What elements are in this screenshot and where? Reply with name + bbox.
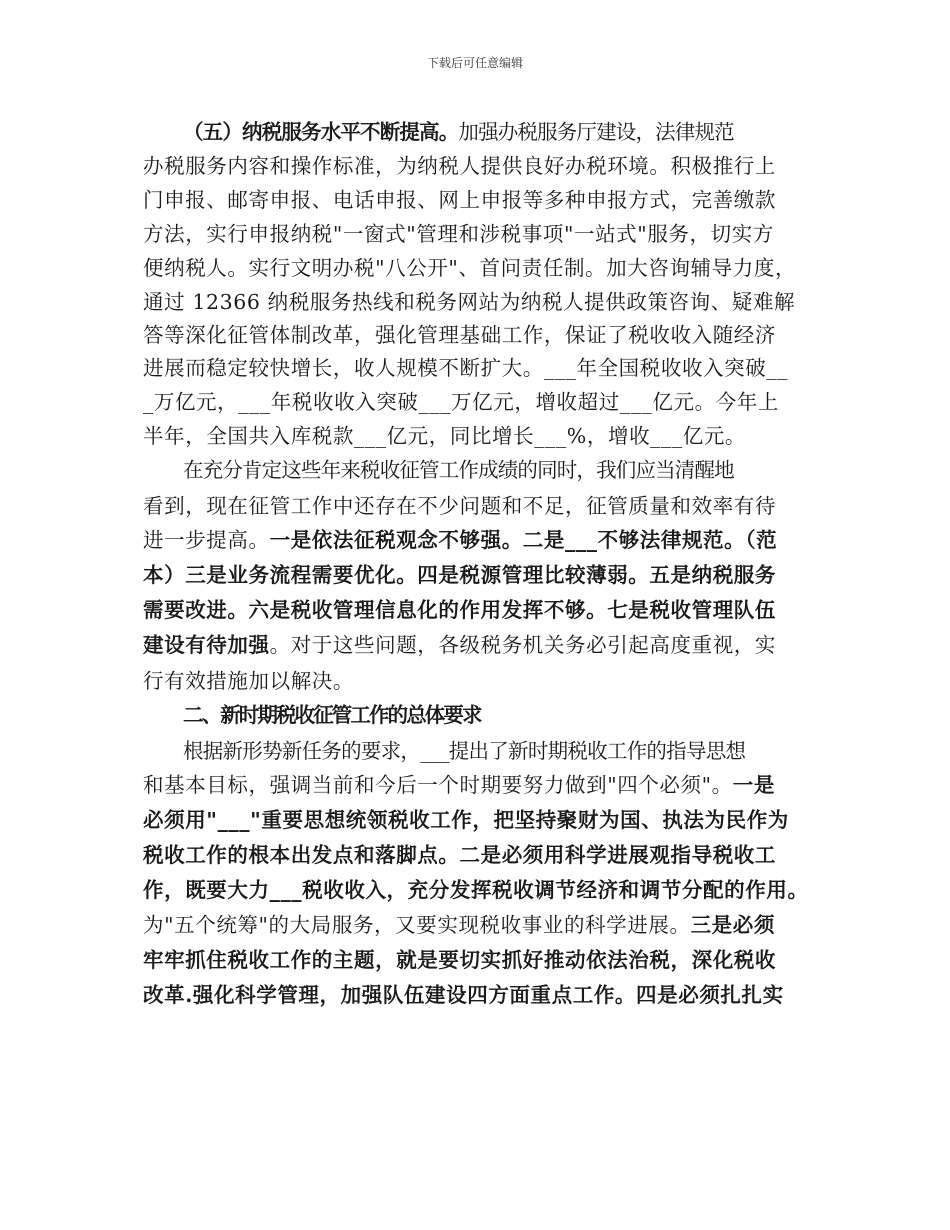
text-line [143,908,823,942]
text-line [143,149,823,183]
text-line [183,734,863,768]
bold-text: 税收工作的根本出发点和落脚点。 [143,843,460,867]
text-segment: 答等深化征管体制改革，强化管理基础工作，保证了税收收入随经济 [143,323,776,347]
text-segment: 方法，实行申报纳税"一窗式"管理和涉税事项"一站式"服务，切实方 [143,222,774,246]
text-segment: 为"五个统筹"的大局服务，又要实现税收事业的科学进展。 [143,913,691,937]
text-segment: 门申报、邮寄申报、电话申报、网上申报等多种申报方式，完善缴款 [143,188,776,212]
bold-text: 牢牢抓住税收工作的主题，就是要切实抓好推动依法治税，深化税收 [143,948,776,972]
text-line [143,978,823,1012]
bold-text: 三是必须 [690,913,775,937]
bold-text: 一是 [732,773,775,797]
bold-text: 作，既要大力___税收收入，充分发挥税收调节经济和调节分配的作用。 [143,878,809,902]
text-segment: 根据新形势新任务的要求，___提出了新时期税收工作的指导思想 [183,739,746,763]
text-segment: 行有效措施加以解决。 [143,669,354,693]
text-line [143,318,823,352]
text-line [143,351,823,385]
text-line [143,943,823,977]
bold-text: 改革.强化科学管理，加强队伍建设四方面重点工作。四是必须扎扎实 [143,983,784,1007]
text-line [143,664,823,698]
text-segment: 进一步提高。 [143,528,270,552]
text-line [143,768,823,802]
text-line [143,873,823,907]
text-line [143,419,823,453]
bold-text: 一是依法征税观念不够强。二是___不够法律规范。（范 [269,528,778,552]
bold-text: （五）纳税服务水平不断提高。 [183,120,459,144]
text-line [183,115,863,149]
text-line [143,803,823,837]
text-segment: 通过 12366 纳税服务热线和税务网站为纳税人提供政策咨询、疑难解 [143,290,796,314]
text-line [143,558,823,592]
text-segment: 看到，现在征管工作中还存在不少问题和不足，征管质量和效率有待 [143,494,776,518]
page-header: 下载后可任意编辑 [426,56,523,70]
text-line [143,593,823,627]
text-line [143,251,823,285]
text-line [143,183,823,217]
text-segment: 加强办税服务厅建设，法律规范 [458,120,734,144]
text-line [143,285,823,319]
bold-text: 二是必须用科学进展观指导税收工 [459,843,776,867]
bold-text: 二、新时期税收征管工作的总体要求 [183,703,481,727]
text-segment: 便纳税人。实行文明办税"八公开"、首问责任制。加大咨询辅导力度， [143,256,797,280]
text-segment: 和基本目标，强调当前和今后一个时期要努力做到"四个必须"。 [143,773,733,797]
bold-text: 需要改进。六是税收管理信息化的作用发挥不够。七是税收管理队伍 [143,598,776,622]
text-segment: 在充分肯定这些年来税收征管工作成绩的同时，我们应当清醒地 [183,458,734,482]
text-line [143,523,823,557]
text-line [143,385,823,419]
text-line [183,698,863,732]
text-segment: 进展而稳定较快增长，收人规模不断扩大。___年全国税收收入突破__ [143,356,789,380]
text-segment: 半年，全国共入库税款___亿元，同比增长___%，增收___亿元。 [143,424,747,448]
text-segment: 。对于这些问题，各级税务机关务必引起高度重视，实 [269,633,777,657]
text-segment: 办税服务内容和操作标准，为纳税人提供良好办税环境。积极推行上 [143,154,776,178]
bold-text: 必须用"___"重要思想统领税收工作，把坚持聚财为国、执法为民作为 [143,808,789,832]
text-line [143,217,823,251]
text-segment: _万亿元，___年税收收入突破___万亿元，增收超过___亿元。今年上 [143,390,779,414]
text-line [143,838,823,872]
text-line [143,628,823,662]
bold-text: 建设有待加强 [143,633,270,657]
text-line [183,453,863,487]
bold-text: 本）三是业务流程需要优化。四是税源管理比较薄弱。五是纳税服务 [143,563,776,587]
text-line [143,489,823,523]
